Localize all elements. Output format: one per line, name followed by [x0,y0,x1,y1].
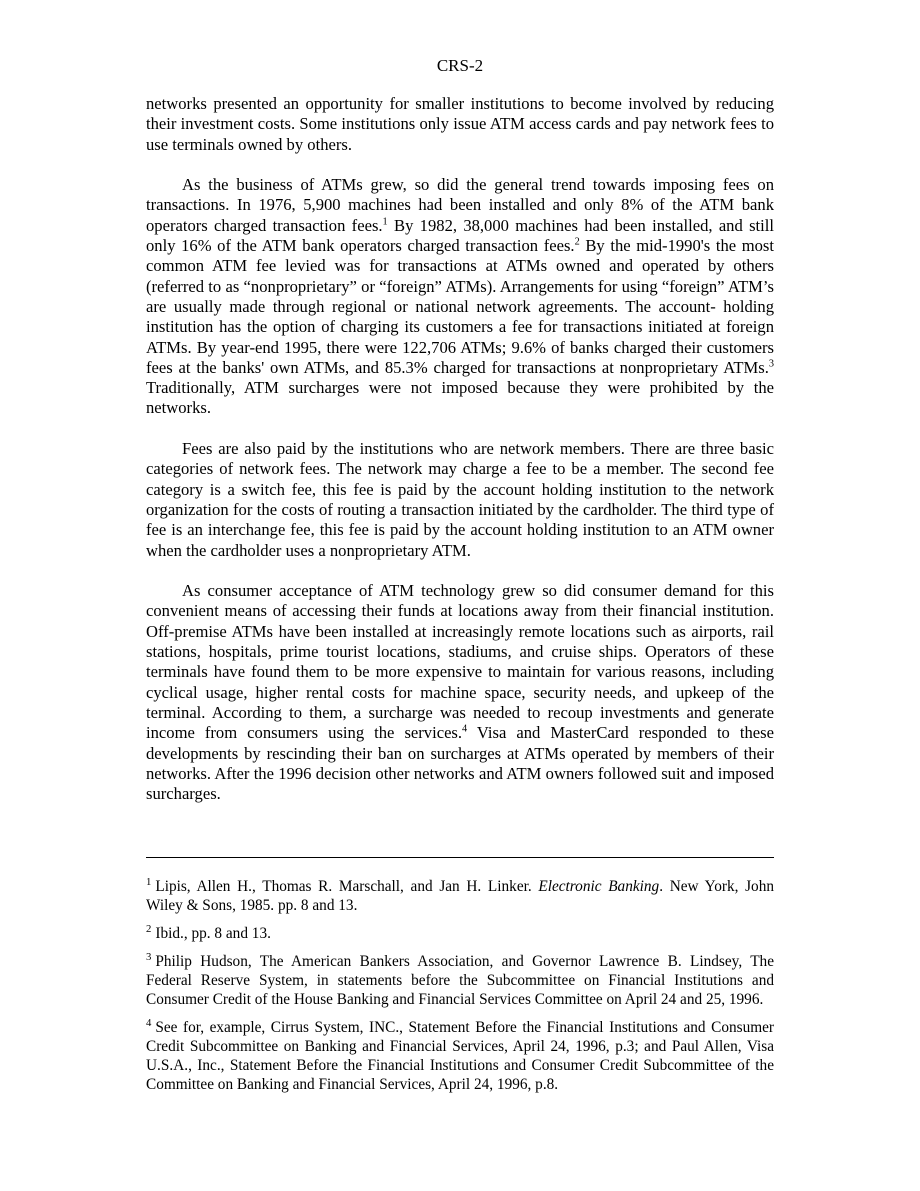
paragraph [146,439,774,561]
text-run: By the mid-1990's the most common ATM fee levied was for transactions at ATMs owned and operated by others (referred to as “nonproprietary” or “foreign” ATMs). Arrangements for using “foreign” ATM’s are usually made through regional or national network agreements. The account- holding institution has the option of charging its customers a fee for transactions initiated at foreign ATMs. By year-end 1995, there were 122,706 ATMs; 9.6% of banks charged their customers fees at the banks' own ATMs, and 85.3% charged for transactions at nonproprietary ATMs. [146,236,774,377]
footnotes [146,877,774,1103]
text-run: Fees are also paid by the institutions who are network members. There are three basic categories of network fees. The network may charge a fee to be a member. The second fee category is a switch fee, this fee is paid by the account holding institution to the network organization for the costs of routing a transaction initiated by the cardholder. The third type of fee is an interchange fee, this fee is paid by the account holding institution to an ATM owner when the cardholder uses a nonproprietary ATM. [146,439,774,560]
footnote-marker: 2 [574,236,580,248]
page-header: CRS-2 [436,56,484,75]
body-text [146,94,774,825]
text-run: Lipis, Allen H., Thomas R. Marschall, and Jan H. Linker. [155,878,539,895]
footnote [146,924,774,943]
text-run: By 1982, 38,000 machines had been installed, and still only 16% of the ATM bank operators charged transaction fees. [146,215,774,256]
footnote [146,952,774,1009]
text-run: Ibid., pp. 8 and 13. [155,925,271,942]
footnote [146,877,774,915]
footnote-separator [146,857,774,858]
footnote-number: 3 [146,950,152,963]
text-run: . New York, John Wiley & Sons, 1985. pp. 8 and 13. [146,878,774,914]
footnote-marker: 3 [768,358,774,370]
footnote-marker: 1 [382,216,388,228]
paragraph [146,581,774,804]
footnote-marker: 4 [462,723,468,735]
paragraph [146,94,774,155]
text-run: Philip Hudson, The American Bankers Association, and Governor Lawrence B. Lindsey, The Federal Reserve System, in statements before the Subcommittee on Financial Institutions and Consumer Credit of the House Banking and Financial Services Committee on April 24 and 25, 1996. [146,953,774,1008]
footnote [146,1018,774,1094]
text-run: Traditionally, ATM surcharges were not imposed because they were prohibited by the networks. [146,378,774,418]
text-run: Visa and MasterCard responded to these developments by rescinding their ban on surcharges at ATMs operated by members of their networks. After the 1996 decision other networks and ATM owners followed suit and imposed surcharges. [146,723,774,804]
italic-title: Electronic Banking [538,878,660,895]
paragraph [146,175,774,419]
footnote-number: 2 [146,922,152,935]
text-run: networks presented an opportunity for smaller institutions to become involved by reducing their investment costs. Some institutions only issue ATM access cards and pay network fees to use terminals owned by others. [146,94,774,154]
footnote-number: 1 [146,875,152,888]
footnote-number: 4 [146,1016,152,1029]
text-run: As the business of ATMs grew, so did the general trend towards imposing fees on transactions. In 1976, 5,900 machines had been installed and only 8% of the ATM bank operators charged transaction fees. [146,175,774,235]
text-run: See for, example, Cirrus System, INC., Statement Before the Financial Institutions and Consumer Credit Subcommittee on Banking and Financial Services, April 24, 1996, p.3; and Paul Allen, Visa U.S.A., Inc., Statement Before the Financial Institutions and Consumer Credit Subcommittee of the Committee on Banking and Financial Services, April 24, 1996, p.8. [146,1019,774,1093]
text-run: As consumer acceptance of ATM technology grew so did consumer demand for this convenient means of accessing their funds at locations away from their financial institution. Off-premise ATMs have been installed at increasingly remote locations such as airports, rail stations, hospitals, prime tourist locations, stadiums, and cruise ships. Operators of these terminals have found them to be more expensive to maintain for various reasons, including cyclical usage, higher rental costs for machine space, security needs, and upkeep of the terminal. According to them, a surcharge was needed to recoup investments and generate income from consumers using the services. [146,581,774,743]
